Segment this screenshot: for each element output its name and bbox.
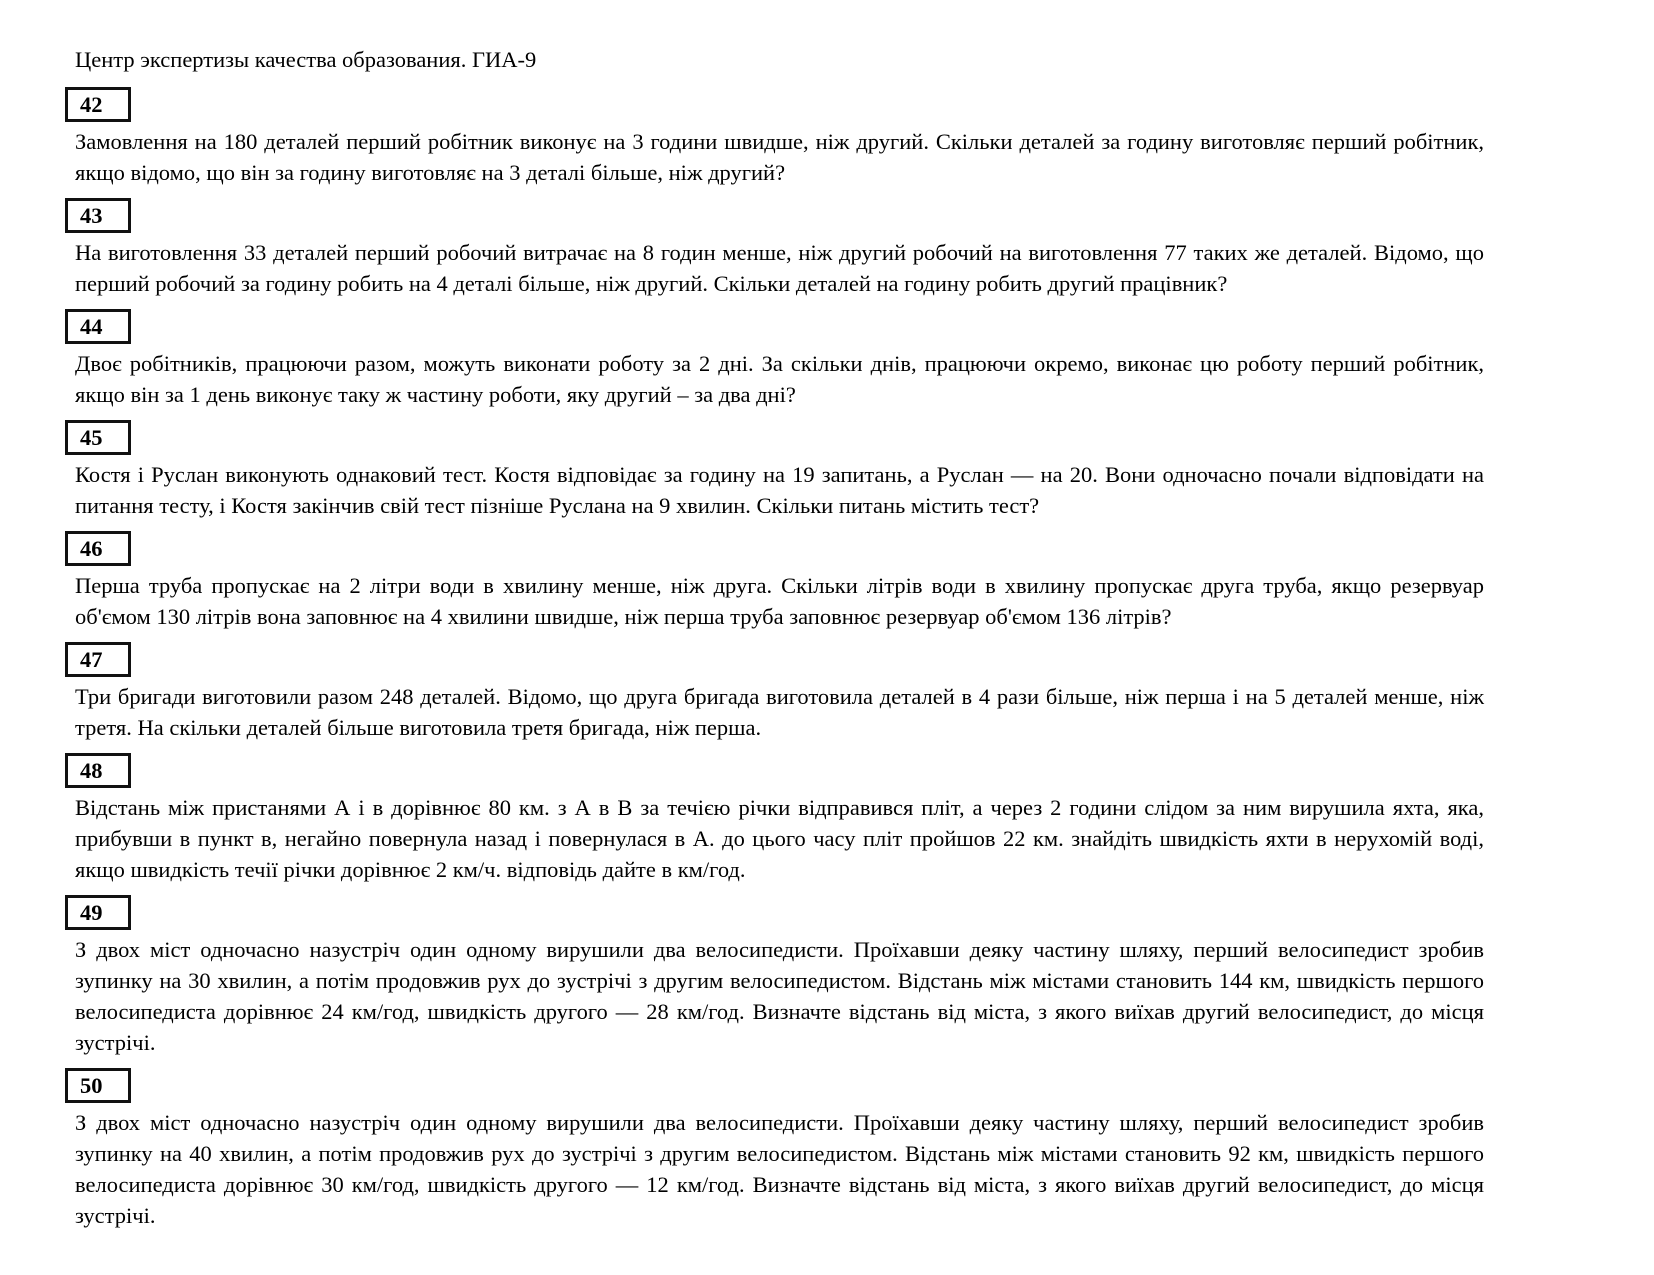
problem-number-box-48 bbox=[65, 753, 131, 788]
problem-number: 49 bbox=[80, 900, 103, 925]
problem-number: 45 bbox=[80, 425, 103, 450]
problem-number-box-45 bbox=[65, 420, 131, 455]
problem-number: 43 bbox=[80, 203, 103, 228]
problem-number: 48 bbox=[80, 758, 103, 783]
problem-number: 44 bbox=[80, 314, 103, 339]
document-title: Центр экспертизы качества образования. ГИА-9 bbox=[75, 47, 537, 72]
problem-number-box-44 bbox=[65, 309, 131, 344]
problem-text-50: З двох міст одночасно назустріч один одному вирушили два велосипедисти. Проїхавши деяку частину шляху, перший велосипедист зробив зупинку на 40 хвилин, а потім продовжив рух до зустрічі з другим велосипедистом. Відстань між містами становить 92 км, швидкість першого велосипедиста дорівнює 30 км/год, швидкість другого — 12 км/год. Визначте відстань від міста, з якого виїхав другий велосипедист, до місця зустрічі. bbox=[75, 1110, 1484, 1228]
problem-text-49: З двох міст одночасно назустріч один одному вирушили два велосипедисти. Проїхавши деяку частину шляху, перший велосипедист зробив зупинку на 30 хвилин, а потім продовжив рух до зустрічі з другим велосипедистом. Відстань між містами становить 144 км, швидкість першого велосипедиста дорівнює 24 км/год, швидкість другого — 28 км/год. Визначте відстань від міста, з якого виїхав другий велосипедист, до місця зустрічі. bbox=[75, 937, 1484, 1055]
problem-text-44: Двоє робітників, працюючи разом, можуть виконати роботу за 2 дні. За скільки днів, працюючи окремо, виконає цю роботу перший робітник, якщо він за 1 день виконує таку ж частину роботи, яку другий – за два дні? bbox=[75, 351, 1484, 407]
problem-48 bbox=[75, 747, 1484, 885]
problem-number: 47 bbox=[80, 647, 103, 672]
problem-number-box-47 bbox=[65, 642, 131, 677]
problem-text-43: На виготовлення 33 деталей перший робочий витрачає на 8 годин менше, ніж другий робочий на виготовлення 77 таких же деталей. Відомо, що перший робочий за годину робить на 4 деталі більше, ніж другий. Скільки деталей на годину робить другий працівник? bbox=[75, 240, 1484, 296]
problem-number: 46 bbox=[80, 536, 103, 561]
problem-text-45: Костя і Руслан виконують однаковий тест. Костя відповідає за годину на 19 запитань, а Руслан — на 20. Вони одночасно почали відповідати на питання тесту, і Костя закінчив свій тест пізніше Руслана на 9 хвилин. Скільки питань містить тест? bbox=[75, 462, 1484, 518]
problem-number-box-42 bbox=[65, 87, 131, 122]
problem-number-box-49 bbox=[65, 895, 131, 930]
problem-text-48: Відстань між пристанями А і в дорівнює 80 км. з А в В за течією річки відправився пліт, а через 2 години слідом за ним вирушила яхта, яка, прибувши в пункт в, негайно повернула назад і повернулася в А. до цього часу пліт пройшов 22 км. знайдіть швидкість яхти в нерухомій воді, якщо швидкість течії річки дорівнює 2 км/ч. відповідь дайте в км/год. bbox=[75, 795, 1484, 882]
problem-50 bbox=[75, 1062, 1484, 1231]
problem-text-46: Перша труба пропускає на 2 літри води в хвилину менше, ніж друга. Скільки літрів води в хвилину пропускає друга труба, якщо резервуар об'ємом 130 літрів вона заповнює на 4 хвилини швидше, ніж перша труба заповнює резервуар об'ємом 136 літрів? bbox=[75, 573, 1484, 629]
problem-text-47: Три бригади виготовили разом 248 деталей. Відомо, що друга бригада виготовила деталей в 4 рази більше, ніж перша і на 5 деталей менше, ніж третя. На скільки деталей більше виготовила третя бригада, ніж перша. bbox=[75, 684, 1484, 740]
problem-47 bbox=[75, 636, 1484, 743]
problem-46 bbox=[75, 525, 1484, 632]
problem-45 bbox=[75, 414, 1484, 521]
problem-number-box-46 bbox=[65, 531, 131, 566]
problem-number: 50 bbox=[80, 1073, 103, 1098]
problem-49 bbox=[75, 889, 1484, 1058]
problem-number-box-50 bbox=[65, 1068, 131, 1103]
problem-number-box-43 bbox=[65, 198, 131, 233]
problem-number: 42 bbox=[80, 92, 103, 117]
problem-42 bbox=[75, 81, 1484, 188]
problem-text-42: Замовлення на 180 деталей перший робітник виконує на 3 години швидше, ніж другий. Скільки деталей за годину виготовляє перший робітник, якщо відомо, що він за годину виготовляє на 3 деталі більше, ніж другий? bbox=[75, 129, 1484, 185]
problem-44 bbox=[75, 303, 1484, 410]
problem-43 bbox=[75, 192, 1484, 299]
